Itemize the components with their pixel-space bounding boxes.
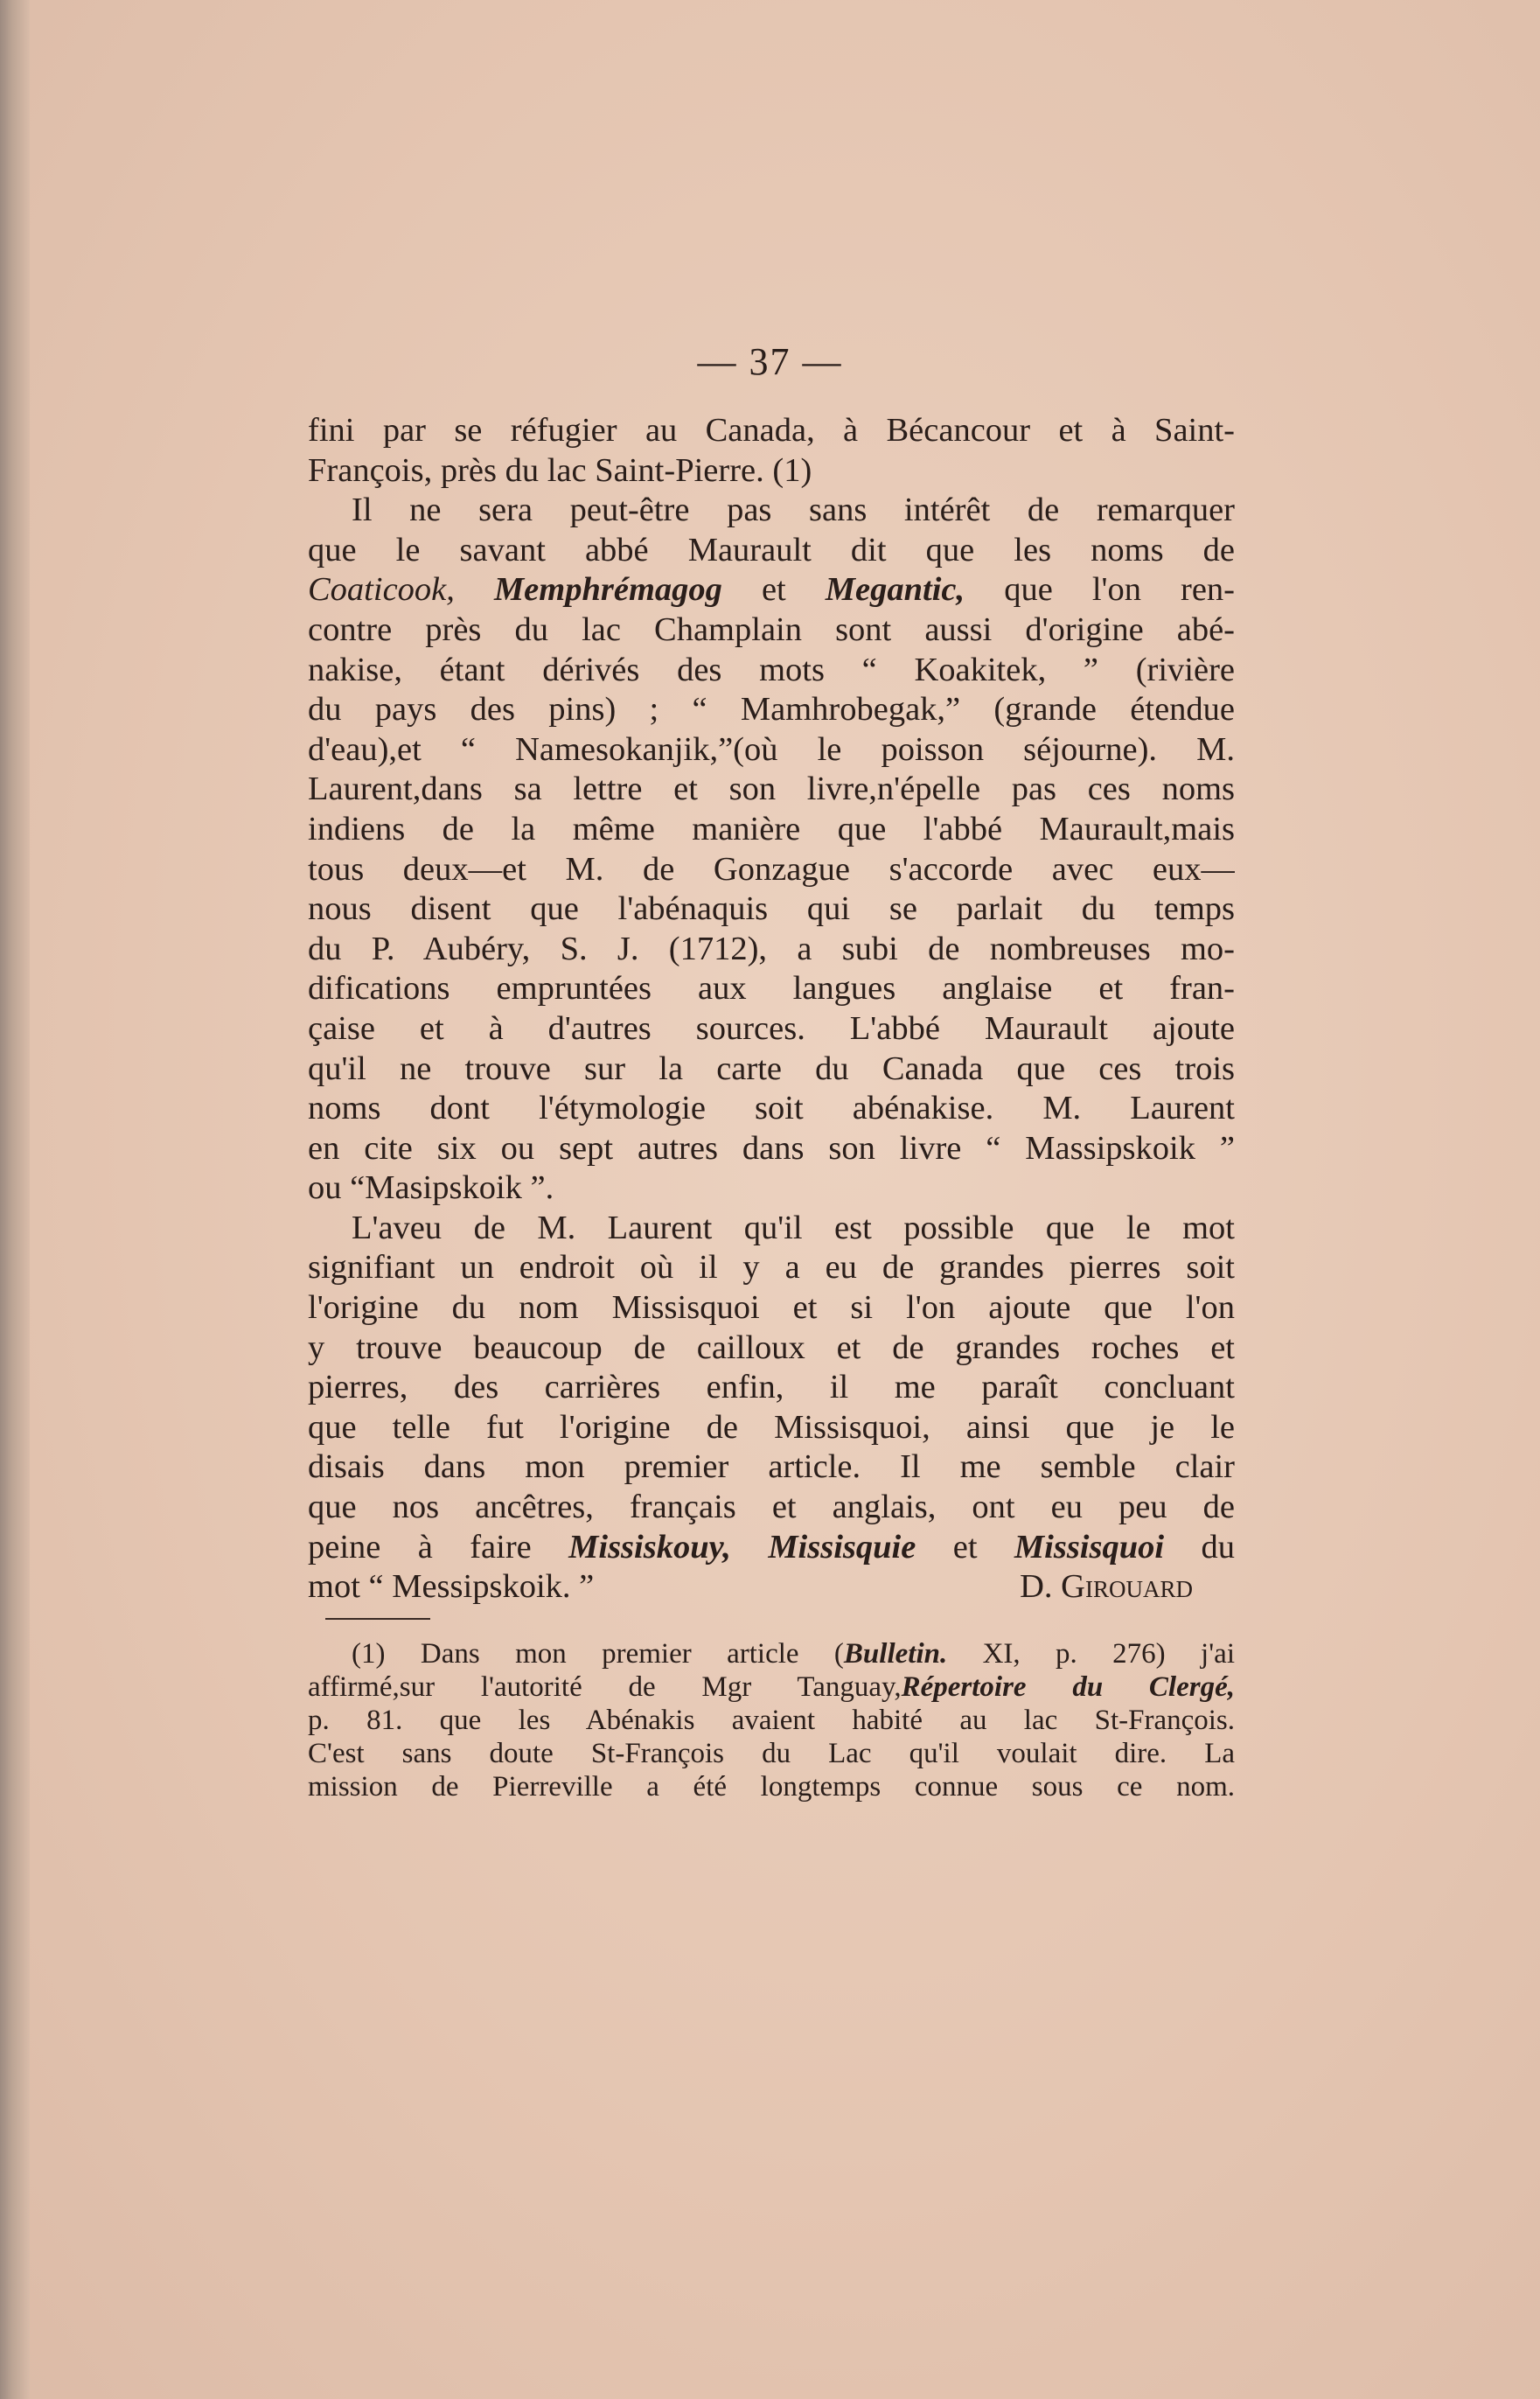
body-text	[308, 411, 1235, 1803]
text-line: tous deux—et M. de Gonzague s'accorde avec eux—	[308, 850, 1235, 888]
text-line: que le savant abbé Maurault dit que les noms de	[308, 531, 1235, 568]
text-line: du P. Aubéry, S. J. (1712), a subi de nombreuses mo-	[308, 930, 1235, 967]
text-span: mot “ Messipskoik. ”	[308, 1568, 595, 1606]
text-line: L'aveu de M. Laurent qu'il est possible que le mot	[352, 1209, 1235, 1246]
text-span: (1) Dans mon premier article (	[352, 1637, 844, 1670]
italic-word: Répertoire du Clergé,	[901, 1670, 1235, 1703]
italic-word: Missisquoi	[1014, 1528, 1165, 1566]
text-span: et	[721, 571, 826, 609]
text-line: en cite six ou sept autres dans son livre “ Massipskoik ”	[308, 1129, 1235, 1167]
text-line: François, près du lac Saint-Pierre. (1)	[308, 451, 812, 489]
italic-word: Coaticook,	[308, 571, 455, 609]
text-line: noms dont l'étymologie soit abénakise. M. Laurent	[308, 1090, 1235, 1127]
italic-word: Megantic,	[825, 571, 965, 609]
footnote-line	[308, 1637, 1235, 1670]
text-line: çaise et à d'autres sources. L'abbé Maurault ajoute	[308, 1009, 1235, 1047]
text-line	[308, 570, 1235, 610]
text-span	[731, 1529, 768, 1566]
footnote-line: mission de Pierreville a été longtemps connue sous ce nom.	[308, 1770, 1235, 1803]
text-line: Il ne sera peut-être pas sans intérêt de remarquer	[352, 492, 1235, 529]
text-line: qu'il ne trouve sur la carte du Canada que ces trois	[308, 1050, 1235, 1087]
page-number: — 37 —	[697, 340, 843, 383]
footnote-line: C'est sans doute St-François du Lac qu'il voulait dire. La	[308, 1737, 1235, 1769]
italic-word: Missisquie	[768, 1528, 916, 1566]
text-span: et	[916, 1528, 1014, 1566]
text-line	[308, 1528, 1235, 1568]
text-span: XI, p. 276) j'ai	[947, 1637, 1235, 1670]
text-span: du	[1164, 1528, 1235, 1566]
text-line: contre près du lac Champlain sont aussi d'origine abé-	[308, 610, 1235, 648]
text-line: nous disent que l'abénaquis qui se parlait du temps	[308, 890, 1235, 928]
footnote-line	[308, 1670, 1235, 1704]
text-line: difications empruntées aux langues anglaise et fran-	[308, 970, 1235, 1008]
text-line: fini par se réfugier au Canada, à Bécancour et à Saint-	[308, 412, 1235, 449]
text-line: que nos ancêtres, français et anglais, ont eu peu de	[308, 1489, 1235, 1526]
footnote-line: p. 81. que les Abénakis avaient habité au lac St-François.	[308, 1704, 1235, 1736]
italic-word: Bulletin.	[843, 1637, 948, 1670]
text-line: l'origine du nom Missisquoi et si l'on ajoute que l'on	[308, 1289, 1235, 1327]
text-line: pierres, des carrières enfin, il me paraît concluant	[308, 1369, 1235, 1406]
footnote-divider	[325, 1618, 430, 1620]
text-line: indiens de la même manière que l'abbé Maurault,mais	[308, 810, 1235, 847]
text-line: signifiant un endroit où il y a eu de grandes pierres soit	[308, 1249, 1235, 1287]
text-span: affirmé,sur l'autorité de Mgr Tanguay,	[308, 1670, 902, 1703]
italic-word: Missiskouy,	[568, 1528, 731, 1566]
text-span: peine à faire	[308, 1528, 569, 1566]
text-line: du pays des pins) ; “ Mamhrobegak,” (grande étendue	[308, 691, 1235, 729]
text-line: disais dans mon premier article. Il me semble clair	[308, 1448, 1235, 1486]
author-signature: D. Girouard	[1020, 1568, 1193, 1606]
text-line: nakise, étant dérivés des mots “ Koakitek, ” (rivière	[308, 651, 1235, 688]
text-line: d'eau),et “ Namesokanjik,”(où le poisson séjourne). M.	[308, 730, 1235, 768]
text-line: ou “Masipskoik ”.	[308, 1169, 554, 1207]
text-line: y trouve beaucoup de cailloux et de grandes roches et	[308, 1329, 1235, 1366]
text-line: Laurent,dans sa lettre et son livre,n'épelle pas ces noms	[308, 771, 1235, 808]
text-line	[308, 1567, 1235, 1607]
text-span: que l'on ren-	[965, 571, 1235, 609]
italic-word: Memphrémagog	[493, 571, 722, 609]
text-line: que telle fut l'origine de Missisquoi, ainsi que je le	[308, 1408, 1235, 1446]
